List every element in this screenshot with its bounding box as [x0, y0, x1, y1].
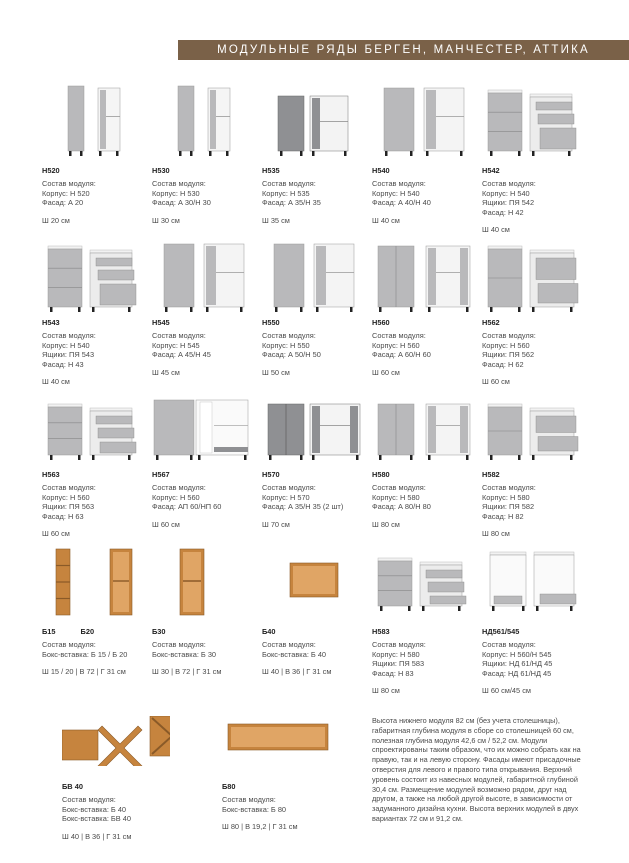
- module-spec-line: Бокс-вставка: Б 15 / Б 20: [42, 649, 128, 659]
- module-info: [482, 470, 536, 538]
- module-spec-line: Состав модуля:: [372, 179, 426, 189]
- module-code: БВ 40: [62, 782, 83, 791]
- module-dimensions: Ш 30 см: [152, 215, 180, 225]
- module-info: [42, 470, 96, 538]
- module-spec-line: Состав модуля:: [42, 179, 96, 189]
- module-spec-line: Состав модуля:: [152, 331, 206, 341]
- module-spec-line: Бокс-вставка: БВ 40: [62, 814, 131, 824]
- module-code: Н535: [262, 166, 280, 175]
- module-spec-line: Бокс-вставка: Б 40: [262, 649, 327, 659]
- module-info: [262, 166, 321, 225]
- module-spec-line: Состав модуля:: [482, 179, 536, 189]
- module-code: Н583: [372, 627, 390, 636]
- module-spec-line: Фасад: Н 82: [482, 511, 524, 521]
- module-spec-line: Ящики: НД 61/НД 45: [482, 659, 553, 669]
- module-spec-line: Фасад: А 45/Н 45: [152, 350, 211, 360]
- module-image: [372, 396, 480, 461]
- module-image: [482, 396, 590, 461]
- module-image: [62, 716, 170, 766]
- module-dimensions: Ш 80 см: [372, 519, 400, 529]
- module-dimensions: Ш 80 см: [372, 686, 400, 696]
- module-spec-line: Фасад: А 40/Н 40: [372, 198, 431, 208]
- module-spec-line: Бокс-вставка: Б 30: [152, 649, 217, 659]
- module-spec-line: Фасад: А 80/Н 80: [372, 502, 431, 512]
- module-spec-line: Состав модуля:: [222, 795, 276, 805]
- module-dimensions: Ш 15 / 20 | В 72 | Г 31 см: [42, 667, 126, 677]
- module-dimensions: Ш 40 см: [372, 215, 400, 225]
- module-info: [222, 782, 298, 832]
- module-dimensions: Ш 80 см: [482, 529, 510, 539]
- module-spec-line: Фасад: Н 83: [372, 668, 414, 678]
- module-spec-line: Фасад: Н 63: [42, 511, 84, 521]
- module-dimensions: Ш 40 | В 36 | Г 31 см: [62, 831, 132, 841]
- module-info: [62, 782, 131, 841]
- module-spec-line: Ящики: ПЯ 563: [42, 502, 95, 512]
- module-image: [372, 550, 480, 612]
- module-spec-line: Состав модуля:: [372, 640, 426, 650]
- module-dimensions: Ш 60 см: [372, 367, 400, 377]
- module-image: [482, 82, 590, 157]
- module-spec-line: Фасад: АП 60/НП 60: [152, 502, 222, 512]
- module-code: Б15: [42, 627, 56, 636]
- module-image: [482, 550, 590, 612]
- module-spec-line: Состав модуля:: [482, 640, 536, 650]
- module-info: [42, 318, 96, 386]
- module-spec-line: Состав модуля:: [482, 483, 536, 493]
- module-spec-line: Фасад: А 60/Н 60: [372, 350, 431, 360]
- module-spec-line: Состав модуля:: [262, 640, 316, 650]
- module-spec-line: Ящики: ПЯ 543: [42, 350, 95, 360]
- module-image: [262, 82, 370, 157]
- section-title-banner: [178, 40, 629, 60]
- module-dimensions: Ш 60 см: [482, 377, 510, 387]
- module-code: НД561/545: [482, 627, 520, 636]
- module-dimensions: Ш 70 см: [262, 519, 290, 529]
- module-code: Н582: [482, 470, 500, 479]
- module-spec-line: Состав модуля:: [372, 483, 426, 493]
- module-dimensions: Ш 50 см: [262, 367, 290, 377]
- module-code: Н550: [262, 318, 280, 327]
- module-spec-line: Фасад: А 35/Н 35: [262, 198, 321, 208]
- module-code: Б80: [222, 782, 236, 791]
- module-image: [42, 238, 150, 313]
- module-info: [372, 627, 426, 695]
- module-spec-line: Корпус: Н 520: [42, 188, 90, 198]
- module-spec-line: Корпус: Н 560: [152, 492, 200, 502]
- module-image: [222, 720, 330, 760]
- module-info: [262, 470, 343, 529]
- module-code: Б40: [262, 627, 276, 636]
- module-dimensions: Ш 40 см: [42, 377, 70, 387]
- module-image: [42, 396, 150, 461]
- module-spec-line: Корпус: Н 570: [262, 492, 310, 502]
- module-code: Н543: [42, 318, 60, 327]
- module-spec-line: Ящики: ПЯ 583: [372, 659, 425, 669]
- module-image: [152, 545, 260, 617]
- module-image: [262, 545, 370, 617]
- module-spec-line: Корпус: Н 580: [372, 649, 420, 659]
- module-spec-line: Состав модуля:: [152, 640, 206, 650]
- module-info: [262, 318, 321, 377]
- module-code: Н545: [152, 318, 170, 327]
- module-code: Н570: [262, 470, 280, 479]
- module-spec-line: Корпус: Н 550: [262, 340, 310, 350]
- module-spec-line: Фасад: А 30/Н 30: [152, 198, 211, 208]
- module-info: [152, 470, 221, 529]
- module-spec-line: Состав модуля:: [262, 483, 316, 493]
- module-spec-line: Состав модуля:: [42, 640, 96, 650]
- module-spec-line: Состав модуля:: [152, 483, 206, 493]
- module-spec-line: Состав модуля:: [262, 179, 316, 189]
- module-spec-line: Состав модуля:: [372, 331, 426, 341]
- module-dimensions: Ш 60 см: [42, 529, 70, 539]
- module-info: [262, 627, 331, 677]
- module-image: [42, 82, 150, 157]
- module-spec-line: Корпус: Н 560/Н 545: [482, 649, 552, 659]
- module-dimensions: Ш 45 см: [152, 367, 180, 377]
- module-spec-line: Состав модуля:: [42, 331, 96, 341]
- module-spec-line: Фасад: Н 42: [482, 207, 524, 217]
- module-code: Н562: [482, 318, 500, 327]
- module-spec-line: Корпус: Н 535: [262, 188, 310, 198]
- module-spec-line: Бокс-вставка: Б 40: [62, 804, 127, 814]
- module-info: [42, 166, 96, 225]
- module-dimensions: Ш 20 см: [42, 215, 70, 225]
- module-spec-line: Фасад: Н 43: [42, 359, 84, 369]
- module-code: Н567: [152, 470, 170, 479]
- module-spec-line: Корпус: Н 530: [152, 188, 200, 198]
- module-dimensions: Ш 80 | В 19,2 | Г 31 см: [222, 822, 298, 832]
- module-code: Н530: [152, 166, 170, 175]
- module-info: [152, 318, 211, 377]
- module-spec-line: Корпус: Н 540: [482, 188, 530, 198]
- module-spec-line: Фасад: А 50/Н 50: [262, 350, 321, 360]
- module-code: Н520: [42, 166, 60, 175]
- module-info: [482, 318, 536, 386]
- module-spec-line: Корпус: Н 560: [42, 492, 90, 502]
- module-image: [372, 238, 480, 313]
- module-code: Н560: [372, 318, 390, 327]
- section-title: МОДУЛЬНЫЕ РЯДЫ БЕРГЕН, МАНЧЕСТЕР, АТТИКА: [217, 44, 590, 56]
- module-image: [152, 396, 260, 461]
- module-code: Н580: [372, 470, 390, 479]
- module-image: [482, 238, 590, 313]
- module-spec-line: Бокс-вставка: Б 80: [222, 804, 287, 814]
- module-info: [482, 627, 552, 695]
- module-spec-line: Фасад: НД 61/НД 45: [482, 668, 552, 678]
- module-code: Н542: [482, 166, 500, 175]
- module-code: Н563: [42, 470, 60, 479]
- module-spec-line: Состав модуля:: [62, 795, 116, 805]
- module-code: Б30: [152, 627, 166, 636]
- module-dimensions: Ш 35 см: [262, 215, 290, 225]
- module-spec-line: Фасад: А 35/Н 35 (2 шт): [262, 502, 344, 512]
- module-spec-line: Фасад: Н 62: [482, 359, 524, 369]
- module-dimensions: Ш 60 см: [152, 519, 180, 529]
- module-info: [482, 166, 536, 234]
- module-spec-line: Ящики: ПЯ 582: [482, 502, 535, 512]
- module-spec-line: Состав модуля:: [482, 331, 536, 341]
- module-spec-line: Корпус: Н 580: [482, 492, 530, 502]
- module-spec-line: Состав модуля:: [152, 179, 206, 189]
- module-image: [42, 545, 150, 617]
- module-spec-line: Ящики: ПЯ 562: [482, 350, 535, 360]
- module-info: [372, 166, 431, 225]
- module-code-secondary: Б20: [80, 627, 95, 636]
- module-dimensions: Ш 60 см/45 см: [482, 686, 531, 696]
- module-image: [372, 82, 480, 157]
- module-code: Н540: [372, 166, 390, 175]
- module-image: [152, 82, 260, 157]
- module-spec-line: Состав модуля:: [42, 483, 96, 493]
- module-spec-line: Корпус: Н 545: [152, 340, 200, 350]
- module-image: [152, 238, 260, 313]
- description-text: Высота нижнего модуля 82 см (без учета столешницы), габаритная глубина модуля в сборе со столешницей 60 см, полезная глубина модуля 42,6 см / 52,2 см. Модули спроектированы таким образом, что их можно собрать как на правую, так и на левую сторону. Фасады имеют присадочные отверстия для левого и правого типа открывания. Верхний уровень состоит из навесных модулей, габаритной глубиной 30,4 см. Размещение модулей возможно рядом, друг над другом, а также на любой другой высоте, в зависимости от задуманного дизайна кухни. Высота верхних модулей в двух вариантах 72 см и 91,2 см.: [372, 716, 581, 823]
- module-spec-line: Состав модуля:: [262, 331, 316, 341]
- module-dimensions: Ш 30 | В 72 | Г 31 см: [152, 667, 222, 677]
- module-spec-line: Корпус: Н 540: [372, 188, 420, 198]
- module-dimensions: Ш 40 | В 36 | Г 31 см: [262, 667, 332, 677]
- module-info: [42, 627, 127, 677]
- module-info: [152, 627, 221, 677]
- module-info: [372, 318, 431, 377]
- module-spec-line: Ящики: ПЯ 542: [482, 198, 535, 208]
- module-spec-line: Фасад: А 20: [42, 198, 84, 208]
- module-info: [372, 470, 431, 529]
- module-info: [152, 166, 211, 225]
- module-image: [262, 396, 370, 461]
- module-spec-line: Корпус: Н 580: [372, 492, 420, 502]
- module-spec-line: Корпус: Н 540: [42, 340, 90, 350]
- module-spec-line: Корпус: Н 560: [372, 340, 420, 350]
- module-dimensions: Ш 40 см: [482, 225, 510, 235]
- module-spec-line: Корпус: Н 560: [482, 340, 530, 350]
- module-image: [262, 238, 370, 313]
